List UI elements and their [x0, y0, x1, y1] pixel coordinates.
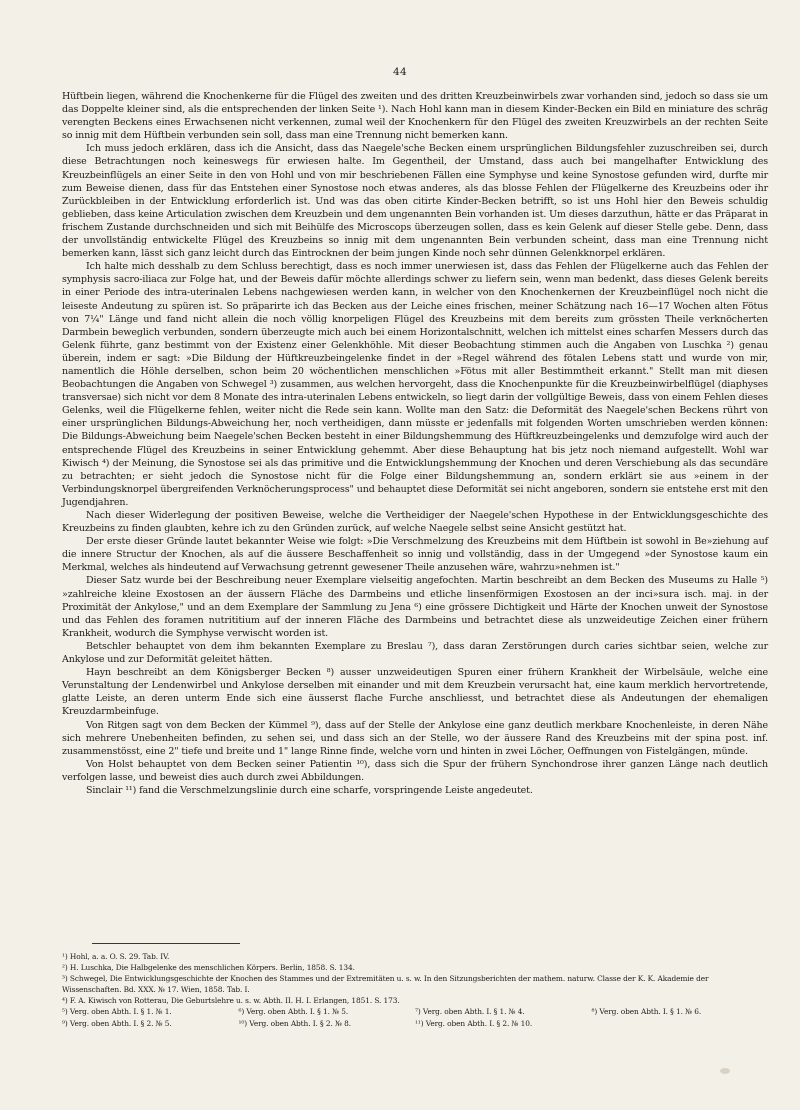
page-number: 44 — [393, 66, 407, 78]
footnote-11: ¹¹) Verg. oben Abth. I. § 2. № 10. — [415, 1018, 533, 1028]
body-text — [62, 90, 768, 797]
footnote-4: ⁴) F. A. Kiwisch von Rotterau, Die Geburtslehre u. s. w. Abth. II. H. I. Erlangen, 1851. S. 173. — [62, 996, 400, 1006]
paragraph-11: Sinclair ¹¹) fand die Verschmelzungslinie durch eine scharfe, vorspringende Leiste angedeutet. — [86, 784, 533, 796]
paragraph-7: Betschler behauptet von dem ihm bekannten Exemplare zu Breslau ⁷), dass daran Zerstörungen durch caries sichtbar seien, welche zur Ankylose und zur Deformität geleitet hätten. — [62, 640, 768, 666]
footnote-3: ³) Schwegel, Die Entwicklungsgeschichte der Knochen des Stammes und der Extremitäten u. s. w. In den Sitzungsberichten der mathem. naturw. Classe der K. K. Akademie der Wissenschaften. Bd. XXX. № 17. Wien, 1858. Tab. I. — [62, 974, 709, 995]
paragraph-2: Ich muss jedoch erklären, dass ich die Ansicht, dass das Naegele'sche Becken einem ursprünglichen Bildungsfehler zuzuschreiben sei, durch diese Betrachtungen noch keineswegs für erwiesen halte. Im Gegentheil, der Umstand, dass auch bei mangelhafter Entwicklung des Kreuzbeinflügels an einer Seite in den von Hohl und von mir beschriebenen Fällen eine Symphyse und keine Synostose gefunden wird, durfte mir zum Beweise dienen, dass für das Entstehen einer Synostose noch etwas anderes, als das blosse Fehlen der Flügelkerne des Kreuzbeins oder ihr Zurückbleiben in der Entwicklung erforderlich ist. Und was das oben citirte Kinder-Becken betrifft, so ist uns Hohl hier den Beweis schuldig geblieben, dass keine Articulation zwischen dem Kreuzbein und dem ungenannten Bein vorhanden ist. Um dieses darzuthun, hätte er das Präparat in frischem Zustande durchschneiden und sich mit Beihülfe des Microscops überzeugen sollen, dass es kein Gelenk auf dieser Stelle gebe. Denn, dass der unvollständig entwickelte Flügel des Kreuzbeins so innig mit dem ungenannten Bein verbunden scheint, dass man eine Trennung nicht bemerken kann, lässt sich ganz leicht durch das Eintrocknen der beim jungen Kinde noch sehr dünnen Gelenkknorpel erklären. — [62, 143, 768, 260]
paragraph-4: Nach dieser Widerlegung der positiven Beweise, welche die Vertheidiger der Naegele'schen Hypothese in der Entwicklungsgeschichte des Kreuzbeins zu finden glaubten, kehre ich zu den Gründen zurück, auf welche Naegele selbst seine Ansicht gestützt hat. — [62, 510, 768, 535]
paragraph-10: Von Holst behauptet von dem Becken seiner Patientin ¹⁰), dass sich die Spur der frühern Synchondrose ihrer ganzen Länge nach deutlich verfolgen lasse, und beweist dies auch durch zwei Abbildungen. — [62, 758, 768, 783]
footnote-2: ²) H. Luschka, Die Halbgelenke des menschlichen Körpers. Berlin, 1858. S. 134. — [62, 963, 355, 973]
paragraph-1: Hüftbein liegen, während die Knochenkerne für die Flügel des zweiten und des dritten Kreuzbeinwirbels zwar vorhanden sind, jedoch so dass sie um das Doppelte kleiner sind, als die entsprechenden der linken Seite ¹). Nach Hohl kann man in diesem Kinder-Becken ein Bild en miniature des schräg verengten Beckens eines Erwachsenen nicht verkennen, zumal weil der Knochenkern für den Flügel des zweiten Kreuzwirbels an der rechten Seite so innig mit dem Hüftbein verbunden sein soll, dass man eine Trennung nicht bemerken kann. — [62, 91, 768, 142]
footnote-9: ⁹) Verg. oben Abth. I. § 2. № 5. — [62, 1018, 172, 1028]
paper-stain — [720, 1068, 730, 1074]
paragraph-8: Hayn beschreibt an dem Königsberger Becken ⁸) ausser unzweideutigen Spuren einer frühern Krankheit der Wirbelsäule, welche eine Verunstaltung der Lendenwirbel und Ankylose derselben mit einander und mit dem Kreuzbein verursacht hat, eine kaum merklich hervortretende, glatte Leiste, an deren unterm Ende sich eine äusserst flache Furche anschliesst, und betrachtet diese als Andeutungen der ehemaligen Kreuzdarmbeinfuge. — [62, 667, 768, 718]
footnote-divider — [92, 943, 240, 944]
paragraph-3: Ich halte mich desshalb zu dem Schluss berechtigt, dass es noch immer unerwiesen ist, dass das Fehlen der Flügelkerne auch das Fehlen der symphysis sacro-iliaca zur Folge hat, und der Beweis dafür möchte allerdings schwer zu liefern sein, wenn man bedenkt, dass dieses Gelenk bereits in einer Periode des intra-uterinalen Lebens nachgewiesen werden kann, in welcher von den Knochenkernen der Kreuzbeinflügel noch nicht die leiseste Andeutung zu spüren ist. So präparirte ich das Becken aus der Leiche eines frischen, meiner Schätzung nach 16—17 Wochen alten Fötus von 7¼" Länge und fand nicht allein die noch völlig knorpeligen Flügel des Kreuzbeins mit dem bereits zum grössten Theile verknöcherten Darmbein beweglich verbunden, sondern überzeugte mich auch bei einem Horizontalschnitt, welchen ich mittelst eines scharfen Messers durch das Gelenk führte, ganz bestimmt von der Existenz einer Gelenkhöhle. Mit dieser Beobachtung stimmen auch die Angaben von Luschka ²) genau überein, indem er sagt: »Die Bildung der Hüftkreuzbeingelenke findet in der »Regel während des fötalen Lebens statt und wurde von mir, namentlich die Höhle derselben, schon beim 20 wöchentlichen menschlichen »Fötus mit aller Bestimmtheit erkannt." Stellt man mit diesen Beobachtungen die Angaben von Schwegel ³) zusammen, aus welchen hervorgeht, dass die Knochenpunkte für die Kreuzbeinwirbelflügel (diaphyses transversae) sich nicht vor dem 8 Monate des intra-uterinalen Lebens entwickeln, so liegt darin der vollgültige Beweis, dass von einem Fehlen dieses Gelenks, weil die Flügelkerne fehlen, weiter nicht die Rede sein kann. Wollte man den Satz: die Deformität des Naegele'schen Beckens rührt von einer ursprünglichen Bildungs-Abweichung her, noch vertheidigen, dann müsste er jedenfalls mit folgenden Worten umschrieben werden können: Die Bildungs-Abweichung beim Naegele'schen Becken besteht in einer Bildungshemmung des Hüftkreuzbeingelenks und demzufolge wird auch der entsprechende Flügel des Kreuzbeins in seiner Entwicklung gehemmt. Aber diese Behauptung hat bis jetz noch niemand aufgestellt. Wohl war Kiwisch ⁴) der Meinung, die Synostose sei als das primitive und die Entwicklungshemmung der Knochen und deren Verschiebung als das secundäre zu betrachten; er sieht jedoch die Synostose nicht für die Folge einer Bildungshemmung an, sondern erklärt sie aus »einem in der Verbindungsknorpel übergreifenden Verknöcherungsprocess" und behauptet diese Deformität sei nicht angeboren, sondern sie entstehe erst mit den Jugendjahren. — [62, 261, 768, 508]
footnote-row-5-8 — [62, 1006, 768, 1017]
paragraph-9: Von Ritgen sagt von dem Becken der Kümmel ⁹), dass auf der Stelle der Ankylose eine ganz deutlich merkbare Knochenleiste, in deren Nähe sich mehrere Unebenheiten befinden, zu sehen sei, und dass sich an der Stelle, wo der äussere Rand des Kreuzbeins mit der spina post. inf. zusammenstösst, eine 2" tiefe und breite und 1" lange Rinne finde, welche vorn und hinten in zwei Löcher, Oeffnungen von Fistelgängen, münde. — [62, 719, 768, 757]
footnote-5: ⁵) Verg. oben Abth. I. § 1. № 1. — [62, 1007, 172, 1017]
footnotes — [62, 951, 768, 1029]
footnote-1: ¹) Hohl, a. a. O. S. 29. Tab. IV. — [62, 952, 170, 961]
footnote-7: ⁷) Verg. oben Abth. I. § 1. № 4. — [415, 1007, 525, 1017]
footnote-6: ⁶) Verg. oben Abth. I. § 1. № 5. — [238, 1007, 349, 1017]
paragraph-6: Dieser Satz wurde bei der Beschreibung neuer Exemplare vielseitig angefochten. Martin beschreibt an dem Becken des Museums zu Halle ⁵) »zahlreiche kleine Exostosen an der äussern Fläche des Darmbeins und etliche linsenförmigen Exostosen an der inci»sura isch. maj. in der Proximität der Ankylose," und an dem Exemplare der Sammlung zu Jena ⁶) eine grössere Dichtigkeit und Härte der Knochen unweit der Synostose und das Fehlen des foramen nutrititium auf der inneren Fläche des Darmbeins und betrachtet diese als unzweideutige Zeichen einer frühern Krankheit, wodurch die Symphyse verwischt worden ist. — [62, 575, 768, 639]
paragraph-5-quote: Der erste dieser Gründe lautet bekannter Weise wie folgt: »Die Verschmelzung des Kreuzbeins mit dem Hüftbein ist sowohl in Be»ziehung auf die innere Structur der Knochen, als auf die äussere Beschaffenheit so innig und vollständig, dass in der Umgegend »der Synostose kaum ein Merkmal, welches als hindeutend auf Verwachsung getrennt gewesener Theile anzusehen wäre, wahrzu»nehmen ist." — [62, 536, 768, 574]
footnote-10: ¹⁰) Verg. oben Abth. I. § 2. № 8. — [238, 1018, 351, 1028]
footnote-row-9-11 — [62, 1018, 768, 1029]
footnote-8: ⁸) Verg. oben Abth. I. § 1. № 6. — [591, 1007, 702, 1017]
